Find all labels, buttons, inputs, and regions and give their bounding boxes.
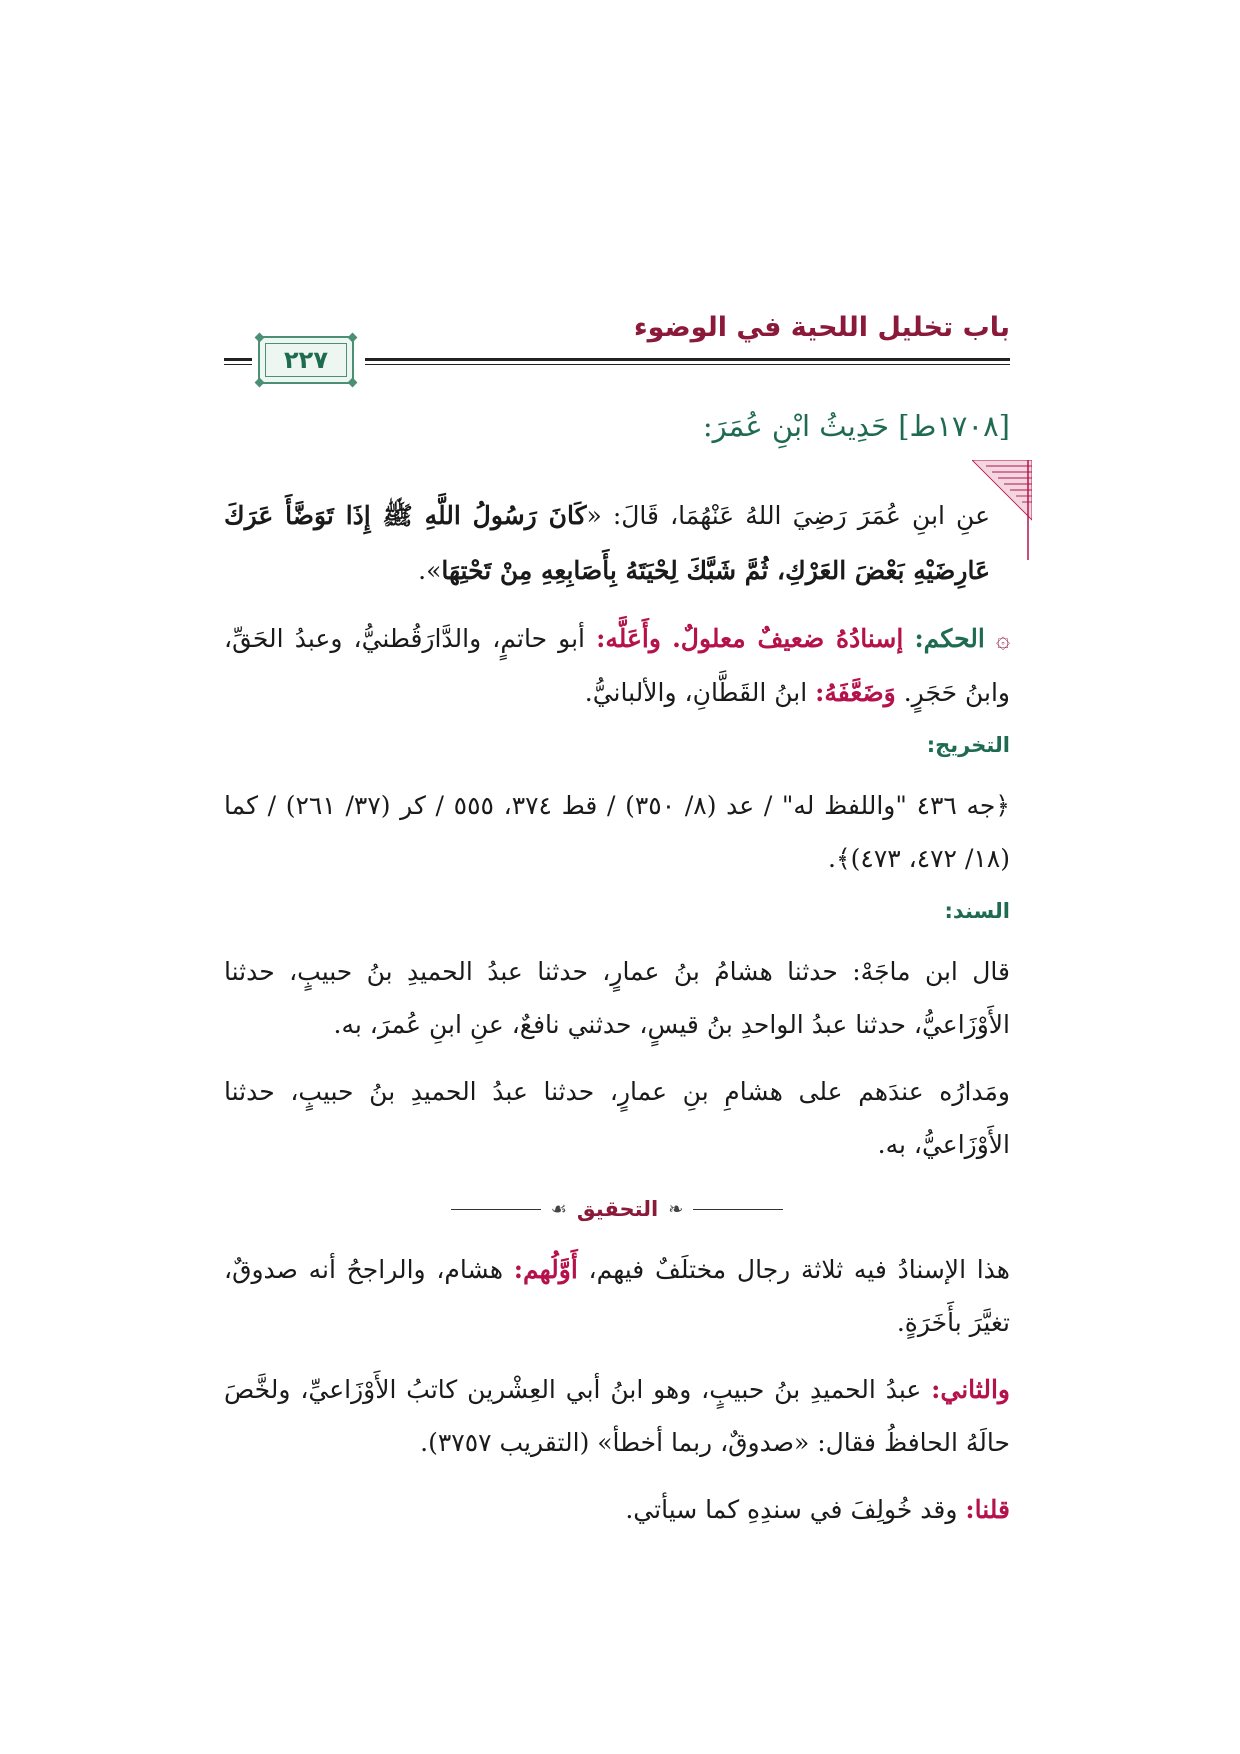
header-rule-short [224, 358, 252, 365]
tahqiq-p2-rest: عبدُ الحميدِ بنُ حبيبٍ، وهو ابنُ أبي العِشْرين كاتبُ الأَوْزَاعيِّ، ولخَّصَ حالَهُ الحافظُ فقال: «صدوقٌ، ربما أخطأ» (التقريب ٣٧٥٧). [224, 1375, 1010, 1457]
chapter-title: باب تخليل اللحية في الوضوء [633, 312, 1010, 343]
divider-ornament-icon: ❧ [668, 1198, 684, 1220]
frame-ornament-icon [348, 378, 358, 388]
tahqiq-p1-rest: هشام، والراجحُ أنه صدوقٌ، تغيَّرَ بأَخَرَةٍ. [224, 1255, 1010, 1337]
matn-text: كَانَ رَسُولُ اللَّهِ ﷺ إِذَا تَوَضَّأَ عَرَكَ عَارِضَيْهِ بَعْضَ العَرْكِ، ثُمَّ شَبَّكَ لِحْيَتَهُ بِأَصَابِعِهِ مِنْ تَحْتِهَا [224, 501, 990, 585]
frame-ornament-icon [348, 333, 358, 343]
divider-ornament-icon: ☙ [550, 1198, 567, 1220]
second-narrator-label: والثاني: [931, 1375, 1010, 1404]
page-header [224, 300, 1010, 388]
sanad-paragraph-2: ومَدارُه عندَهم على هشامِ بنِ عمارٍ، حدثنا عبدُ الحميدِ بنُ حبيبٍ، حدثنا الأَوْزَاعيُّ، به. [224, 1077, 1010, 1159]
takhrij-text: ﴿جه ٤٣٦ "واللفظ له" / عد (٨/ ٣٥٠) / قط ٣٧٤، ٥٥٥ / كر (٣٧/ ٢٦١) / كما (١٨/ ٤٧٢، ٤٧٣)﴾. [224, 791, 1011, 873]
daafahu-names: ابنُ القَطَّانِ، والألبانيُّ. [584, 678, 808, 707]
matn-intro: عنِ ابنِ عُمَرَ رَضِيَ اللهُ عَنْهُمَا، قَالَ: « [586, 501, 990, 530]
tahqiq-paragraph-1 [224, 1243, 1010, 1349]
divider-line [693, 1209, 783, 1210]
frame-ornament-icon [255, 378, 265, 388]
takhrij-label: التخريج: [926, 733, 1010, 757]
qulna-label: قلنا: [965, 1495, 1010, 1524]
aallahu-label: وأَعَلَّه: [596, 624, 661, 653]
header-rule [365, 358, 1010, 365]
frame-ornament-icon [255, 333, 265, 343]
aallahu-names: أبو حاتمٍ، والدَّارَقُطنيُّ، وعبدُ الحَقِّ، وابنُ حَجَرٍ. [224, 624, 1010, 707]
hadith-title: حَدِيثُ ابْنِ عُمَرَ: [702, 409, 889, 443]
corner-ornament-icon [972, 460, 1032, 560]
sanad-label: السند: [944, 899, 1010, 923]
page-number-frame [258, 336, 354, 384]
tahqiq-title: التحقيق [576, 1197, 659, 1221]
matn-close: ». [418, 556, 442, 585]
hukm-paragraph [224, 612, 1010, 719]
tahqiq-p1-prefix: هذا الإسنادُ فيه ثلاثة رجال مختلَفٌ فيهم، [588, 1255, 1010, 1284]
hukm-verdict: إسنادُهُ ضعيفٌ معلولٌ. [672, 624, 904, 653]
divider-line [451, 1209, 541, 1210]
hadith-number: [١٧٠٨ط] [898, 409, 1010, 443]
first-narrator-label: أَوَّلُهم: [513, 1255, 578, 1284]
tahqiq-paragraph-2 [224, 1363, 1010, 1469]
tahqiq-p3-rest: وقد خُولِفَ في سندِهِ كما سيأتي. [625, 1495, 958, 1524]
tahqiq-paragraph-3 [224, 1483, 1010, 1536]
flower-ornament-icon: ۞ [995, 625, 1011, 653]
daafahu-label: وَضَعَّفَهُ: [815, 678, 896, 707]
tahqiq-divider [224, 1189, 1010, 1229]
hadith-heading [224, 406, 1010, 446]
sanad-paragraph-1: قال ابن ماجَهْ: حدثنا هشامُ بنُ عمارٍ، حدثنا عبدُ الحميدِ بنُ حبيبٍ، حدثنا الأَوْزَاعيُّ، حدثنا عبدُ الواحدِ بنُ قيسٍ، حدثني نافعٌ، عنِ ابنِ عُمرَ، به. [224, 957, 1010, 1039]
matn-block [224, 488, 1010, 598]
hukm-label: الحكم: [914, 624, 985, 653]
page-number: ٢٢٧ [265, 343, 347, 377]
page [224, 300, 1010, 1536]
